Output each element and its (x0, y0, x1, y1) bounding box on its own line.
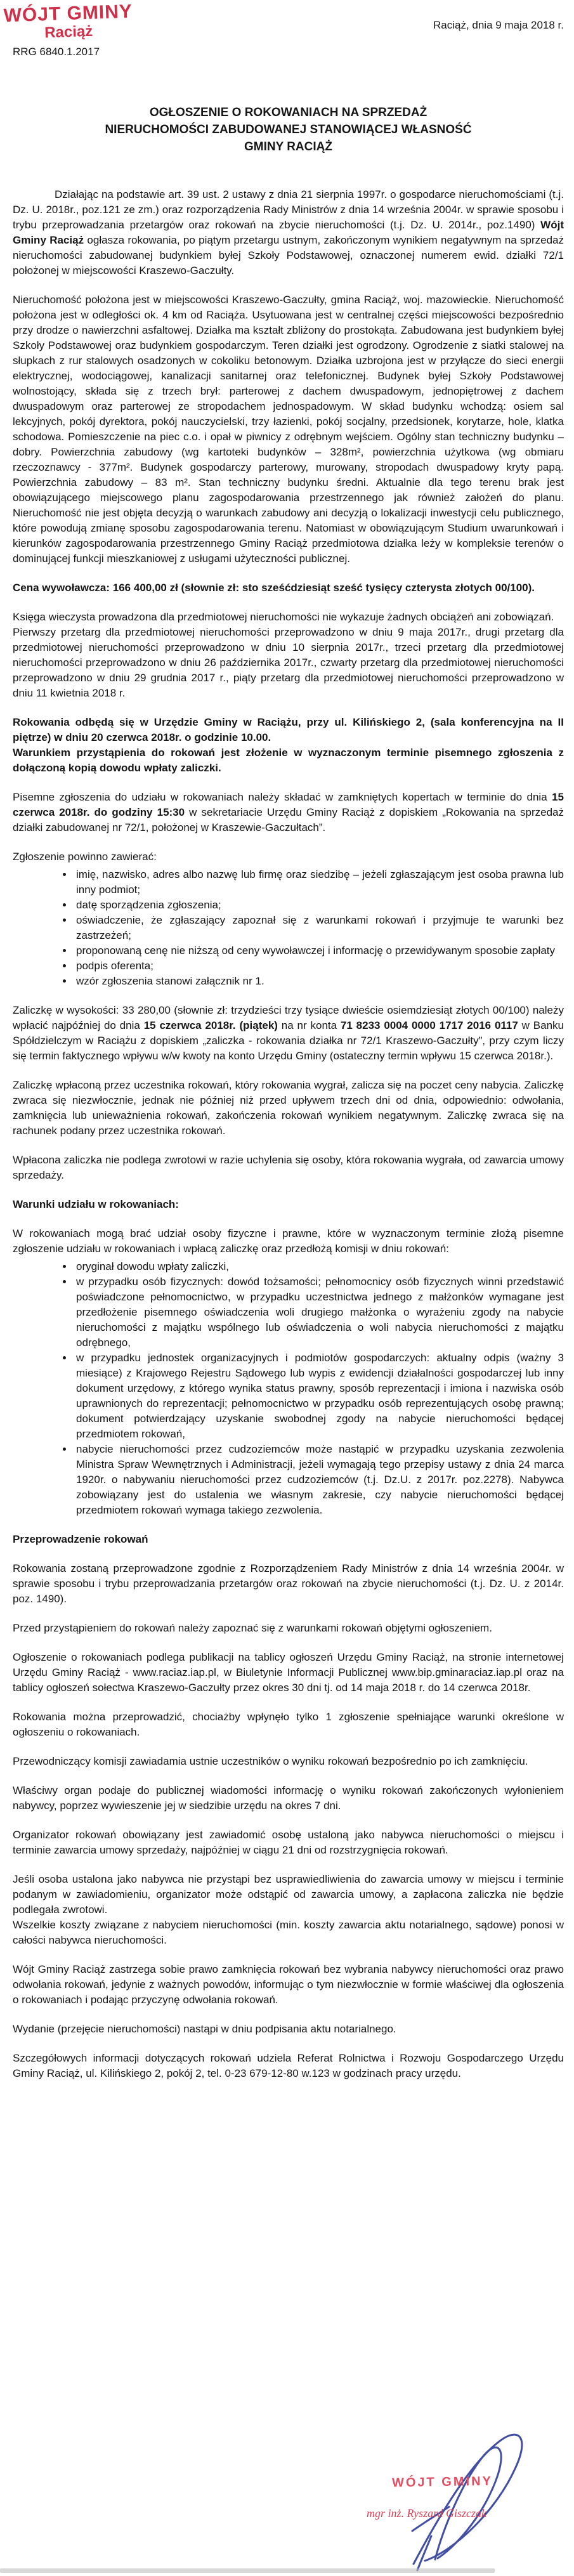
list-item: • oryginał dowodu wpłaty zaliczki, (74, 1259, 564, 1274)
document-title-line3: GMINY RACIĄŻ (244, 140, 332, 154)
application-requirements-heading: Zgłoszenie powinno zawierać: (13, 851, 157, 863)
list-item: • wzór zgłoszenia stanowi załącznik nr 1. (74, 974, 564, 989)
legal-basis-text-2: ogłasza rokowania, po piątym przetargu ustnym, zakończonym wynikiem negatywnym na sprzedaż nieruchomości zabudowanej budynkiem byłej Szkoły Podstawowej, oznaczonej numerem ewid. działki 72/1 położonej w miejscowości Kraszewo-Gaczułty. (13, 234, 564, 277)
paragraph-meeting-details: Rokowania odbędą się w Urzędzie Gminy w Raciążu, przy ul. Kilińskiego 2, (sala konferencyjna na II piętrze) w dniu 20 czerwca 2018r. o godzinie 10.00. (13, 716, 564, 743)
document-title-line1: OGŁOSZENIE O ROKOWANIACH NA SPRZEDAŻ (149, 106, 427, 119)
document-body (13, 187, 564, 2081)
paragraph-previous-tenders: Pierwszy przetarg dla przedmiotowej nieruchomości przeprowadzono w dniu 9 maja 2017r., drugi przetarg dla przedmiotowej nieruchomości przeprowadzono w dniu 10 sierpnia 2017r., trzeci przetarg dla przedmiotowej nieruchomości przeprowadzono w dniu 26 października 2017r., czwarty przetarg dla przedmiotowej nieruchomości przeprowadzono w dniu 29 grudnia 2017 r., piąty przetarg dla przedmiotowej nieruchomości przeprowadzono w dniu 11 kwietnia 2018 r. (13, 626, 564, 699)
deposit-text-3: w Banku Spółdzielczym w Raciążu z dopiskiem „zaliczka - rokowania działka nr 72/1 Kraszewo-Gaczułty”, przy czym liczy się termin faktycznego wpływu w/w kwoty na konto Urzędu Gminy (ostateczny termin wpływu 15 czerwca 2018r.). (13, 1019, 564, 1062)
reference-number: RRG 6840.1.2017 (13, 46, 100, 58)
list-item: • proponowaną cenę nie niższą od ceny wywoławczej i informację o przewidywanym sposobie zapłaty (74, 943, 564, 958)
list-item: • w przypadku jednostek organizacyjnych i podmiotów gospodarczych: aktualny odpis (ważny 3 miesiące) z Krajowego Rejestru Sądowego lub wypis z ewidencji działalności gospodarczej lub inny dokument urzędowy, z którego wynika status prawny, sposób reprezentacji i imiona i nazwiska osób uprawnionych do reprezentacji; pełnomocnictwo w przypadku osób reprezentujących osobę prawną; dokument potwierdzający uzyskanie swobodnej zgody na nabycie nieruchomości będącej przedmiotem rokowań, (74, 1350, 564, 1442)
list-item: • imię, nazwisko, adres albo nazwę lub firmę oraz siedzibę – jeżeli zgłaszającym jest osoba prawna lub inny podmiot; (74, 867, 564, 898)
paragraph-participation-condition: Warunkiem przystąpienia do rokowań jest złożenie w wyznaczonym terminie pisemnego zgłoszenia z dołączoną kopią dowodu wpłaty zaliczki. (13, 747, 564, 774)
paragraph-deposit (13, 1003, 564, 1064)
paragraph-written-applications (13, 790, 564, 835)
signature-role-stamp: WÓJT GMINY (391, 2474, 493, 2490)
deposit-account-number-bold: 71 8233 0004 0000 1717 2016 0117 (340, 1019, 518, 1031)
paragraph-starting-price: Cena wywoławcza: 166 400,00 zł (słownie zł: sto sześćdziesiąt sześć tysięcy czterysta złotych 00/100). (13, 582, 535, 594)
deposit-text: Zaliczkę w wysokości: 33 280,00 (słownie zł: trzydzieści trzy tysiące dwieście osiemdziesiąt złotych 00/100) należy wpłacić najpóźniej do dnia (13, 1004, 564, 1031)
paragraph-property-description: Nieruchomość położona jest w miejscowości Kraszewo-Gaczułty, gmina Raciąż, woj. mazowieckie. Nieruchomość położona jest w odległości ok. 4 km od Raciąża. Usytuowana jest w centralnej części miejscowości bezpośrednio przy drodze o nawierzchni asfaltowej. Działka ma kształt zbliżony do prostokąta. Zabudowana jest budynkiem byłej Szkoły Podstawowej oraz budynkiem gospodarczym. Teren działki jest ogrodzony. Ogrodzenie z siatki stalowej na słupkach z rur stalowych osadzonych w cokoliku betonowym. Działka uzbrojona jest w przyłącze do sieci energii elektrycznej, wodociągowej, kanalizacji sanitarnej oraz telefonicznej. Budynek byłej Szkoły Podstawowej wolnostojący, składa się z trzech brył: parterowej z dachem dwuspadowym, jednopiętrowej z dachem dwuspadowym oraz parterowej ze stropodachem jednospadowym. W skład budynku wchodzą: osiem sal lekcyjnych, pokój dyrektora, pokój nauczycielski, trzy łazienki, pokój socjalny, przedsionek, korytarze, hole, klatka schodowa. Pomieszczenie na piec c.o. i opał w piwnicy z odrębnym wejściem. Ogólny stan techniczny budynku – dobry. Powierzchnia zabudowy (wg kartoteki budynków – 328m², powierzchnia użytkowa (wg obmiaru rzeczoznawcy - 377m². Budynek gospodarczy parterowy, murowany, stropodach dwuspadowy kryty papą. Powierzchnia zabudowy – 83 m². Stan techniczny budynku średni. Aktualnie dla tego terenu brak jest obowiązującego miejscowego planu zagospodarowania przestrzennego jak również założeń do planu. Nieruchomość nie jest objęta decyzją o warunkach zabudowy ani decyzją o lokalizacji inwestycji celu publicznego, które powodują zmianę sposobu zagospodarowania terenu. Natomiast w obowiązującym Studium uwarunkowań i kierunków zagospodarowania przestrzennego Gminy Raciąż przedmiotowa działka leży w kompleksie terenów o dominującej funkcji mieszkaniowej z usługami użyteczności publicznej. (13, 294, 564, 565)
deposit-text-2: na nr konta (277, 1019, 341, 1031)
signature-name-stamp: mgr inż. Ryszard Giszczak (367, 2507, 487, 2520)
list-item: • w przypadku osób fizycznych: dowód tożsamości; pełnomocnicy osób fizycznych winni przedstawić poświadczone pełnomocnictwo, w przypadku uczestnictwa jednego z małżonków wymagane jest przedłożenie pisemnego oświadczenia woli drugiego małżonka o wyrażeniu zgody na nabycie nieruchomości z majątku wspólnego lub oświadczenia o woli nabycia nieruchomości z majątku odrębnego, (74, 1274, 564, 1350)
paragraph-chairman-notice: Przewodniczący komisji zawiadamia ustnie uczestników o wyniku rokowań bezpośrednio po ich zamknięciu. (13, 1755, 528, 1767)
participation-documents-list (13, 1259, 564, 1518)
signature-block (355, 2429, 558, 2575)
application-requirements-list (13, 867, 564, 989)
negotiations-conduct-heading: Przeprowadzenie rokowań (13, 1533, 148, 1545)
date-line: Raciąż, dnia 9 maja 2018 r. (433, 19, 564, 31)
document-title (13, 104, 564, 155)
paragraph-deposit-forfeit: Wpłacona zaliczka nie podlega zwrotowi w razie uchylenia się osoby, która rokowania wygrała, od zawarcia umowy sprzedaży. (13, 1154, 564, 1181)
paragraph-public-result: Właściwy organ podaje do publicznej wiadomości informację o wyniku rokowań zakończonych wyłonieniem nabywcy, poprzez wywieszenie jej w siedzibie urzędu na okres 7 dni. (13, 1784, 564, 1812)
applications-text-2: w sekretariacie Urzędu Gminy Raciąż z dopiskiem „Rokowania na sprzedaż działki zabudowanej nr 72/1, położonej w Kraszewie-Gaczułtach”. (13, 806, 564, 834)
office-stamp-line1: WÓJT GMINY (3, 1, 133, 27)
paragraph-contract-notice: Organizator rokowań obowiązany jest zawiadomić osobę ustaloną jako nabywca nieruchomości o miejscu i terminie zawarcia umowy sprzedaży, najpóźniej w ciągu 21 dni od rozstrzygnięcia rokowań. (13, 1829, 564, 1856)
applications-deadline-bold: 15 czerwca 2018r. do godziny 15:30 (13, 791, 564, 818)
deposit-deadline-bold: 15 czerwca 2018r. (piątek) (143, 1019, 278, 1031)
paragraph-publication: Ogłoszenie o rokowaniach podlega publikacji na tablicy ogłoszeń Urzędu Gminy Raciąż, na stronie internetowej Urzędu Gminy Raciąż - www.raciaz.iap.pl, w Biuletynie Informacji Publicznej www.bip.gminaraciaz.iap.pl oraz na tablicy ogłoszeń sołectwa Kraszewo-Gaczułty przez okres 30 dni tj. od 14 maja 2018 r. do 14 czerwca 2018r. (13, 1651, 564, 1694)
paragraph-who-may-participate: W rokowaniach mogą brać udział osoby fizyczne i prawne, które w wyznaczonym terminie złożą pisemne zgłoszenie udziału w rokowaniach i wpłacą zaliczkę oraz przedłożą komisji w dniu rokowań: (13, 1227, 564, 1255)
paragraph-deposit-credit: Zaliczkę wpłaconą przez uczestnika rokowań, który rokowania wygrał, zalicza się na poczet ceny nabycia. Zaliczkę zwraca się niezwłocznie, jednak nie później niż przed upływem trzech dni od dnia, odpowiednio: odwołania, zamknięcia lub unieważnienia rokowań, zakończenia rokowań wynikiem negatywnym. Zaliczkę zwraca się na rachunek podany przez uczestnika rokowań. (13, 1079, 564, 1137)
paragraph-read-conditions: Przed przystąpieniem do rokowań należy zapoznać się z warunkami rokowań objętymi ogłoszeniem. (13, 1622, 492, 1634)
paragraph-single-application: Rokowania można przeprowadzić, chociażby wpłynęło tylko 1 zgłoszenie spełniające warunki określone w ogłoszeniu o rokowaniach. (13, 1711, 564, 1738)
list-item: • oświadczenie, że zgłaszający zapoznał się z warunkami rokowań i przyjmuje te warunki bez zastrzeżeń; (74, 913, 564, 943)
legal-basis-text: Działając na podstawie art. 39 ust. 2 ustawy z dnia 21 sierpnia 1997r. o gospodarce nieruchomościami (t.j. Dz. U. 2018r., poz.121 ze zm.) oraz rozporządzenia Rady Ministrów z dnia 14 września 2004r. w sprawie sposobu i trybu przeprowadzania przetargów oraz rokowań na zbycie nieruchomości (t.j. Dz. U. 2014r., poz.1490) (13, 188, 564, 231)
list-item: • nabycie nieruchomości przez cudzoziemców może nastąpić w przypadku uzyskania zezwolenia Ministra Spraw Wewnętrznych i Administracji, jeżeli wymagają tego przepisy ustawy z dnia 24 marca 1920r. o nabywaniu nieruchomości przez cudzoziemców (t.j. Dz.U. z 2017r. poz.2278). Nabywca zobowiązany jest do ustalenia we własnym zakresie, czy nabycie nieruchomości będącej przedmiotem rokowań wymaga takiego zezwolenia. (74, 1442, 564, 1518)
participation-conditions-heading: Warunki udziału w rokowaniach: (13, 1198, 179, 1210)
paragraph-conduct-regulation: Rokowania zostaną przeprowadzone zgodnie z Rozporządzeniem Rady Ministrów z dnia 14 września 2004r. w sprawie sposobu i trybu przeprowadzania przetargów oraz rokowań na zbycie nieruchomości (t.j. Dz. U. z 2014r. poz. 1490). (13, 1562, 564, 1605)
legal-basis-bold: Wójt Gminy Raciąż (13, 219, 564, 246)
paragraph-contact-info: Szczegółowych informacji dotyczących rokowań udziela Referat Rolnictwa i Rozwoju Gospodarczego Urzędu Gminy Raciąż, ul. Kilińskiego 2, pokój 2, tel. 0-23 679-12-80 w.123 w godzinach pracy urzędu. (13, 2052, 564, 2079)
paragraph-legal-basis (13, 187, 564, 278)
paragraph-handover: Wydanie (przejęcie nieruchomości) nastąpi w dniu podpisania aktu notarialnego. (13, 2023, 396, 2035)
office-stamp-line2: Raciąż (44, 22, 93, 41)
applications-text: Pisemne zgłoszenia do udziału w rokowaniach należy składać w zamkniętych kopertach w terminie do dnia (13, 791, 552, 803)
paragraph-right-to-close: Wójt Gminy Raciąż zastrzega sobie prawo zamknięcia rokowań bez wybrania nabywcy nieruchomości oraz prawo odwołania rokowań, jedynie z ważnych powodów, informując o tym niezwłocznie w formie właściwej dla ogłoszenia o rokowaniach i podając przyczynę odwołania rokowań. (13, 1963, 564, 2006)
document-title-line2: NIERUCHOMOŚCI ZABUDOWANEJ STANOWIĄCEJ WŁASNOŚĆ (105, 123, 472, 136)
handwritten-signature (374, 2429, 539, 2572)
list-item: • datę sporządzenia zgłoszenia; (74, 898, 564, 913)
paragraph-land-register: Księga wieczysta prowadzona dla przedmiotowej nieruchomości nie wykazuje żadnych obciążeń ani zobowiązań. (13, 611, 554, 623)
document-content (13, 0, 564, 2081)
list-item: • podpis oferenta; (74, 958, 564, 974)
scan-artifact (0, 2568, 495, 2573)
paragraph-costs: Wszelkie koszty związane z nabyciem nieruchomości (min. koszty zawarcia aktu notarialnego, sądowe) ponosi w całości nabywca nieruchomości. (13, 1919, 564, 1946)
paragraph-no-show: Jeśli osoba ustalona jako nabywca nie przystąpi bez usprawiedliwienia do zawarcia umowy w miejscu i terminie podanym w zawiadomieniu, organizator może odstąpić od zawarcia umowy, a zapłacona zaliczka nie będzie podlegała zwrotowi. (13, 1873, 564, 1916)
